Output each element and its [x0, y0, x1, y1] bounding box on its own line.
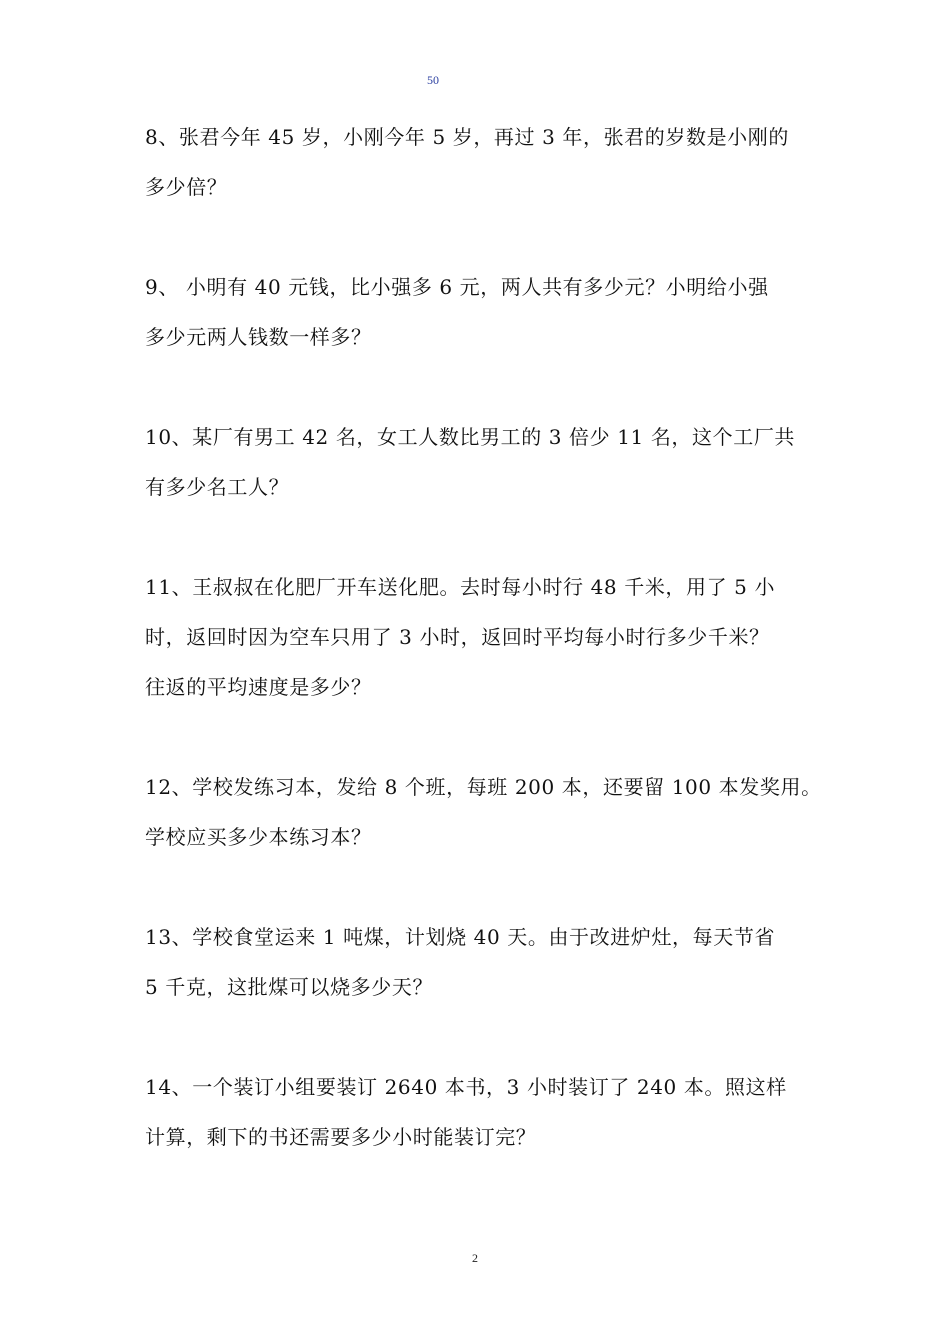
problem-11	[145, 562, 810, 712]
problem-12	[145, 762, 822, 862]
header-number: 50	[427, 73, 439, 87]
problem-line: 时，返回时因为空车只用了 3 小时，返回时平均每小时行多少千米？	[145, 625, 770, 649]
spacer	[145, 712, 810, 762]
problem-line: 9、 小明有 40 元钱，比小强多 6 元，两人共有多少元？小明给小强	[145, 275, 769, 299]
problem-line: 5 千克，这批煤可以烧多少天？	[145, 975, 434, 999]
spacer	[145, 862, 810, 912]
spacer	[145, 212, 810, 262]
problem-line: 13、学校食堂运来 1 吨煤，计划烧 40 天。由于改进炉灶，每天节省	[145, 925, 776, 949]
problem-8	[145, 112, 810, 212]
problem-list	[145, 112, 822, 1162]
problem-line: 多少元两人钱数一样多？	[145, 325, 372, 349]
problem-line: 计算，剩下的书还需要多少小时能装订完？	[145, 1125, 537, 1149]
problem-10	[145, 412, 810, 512]
problem-line: 有多少名工人？	[145, 475, 290, 499]
spacer	[145, 1012, 810, 1062]
spacer	[145, 512, 810, 562]
problem-line: 8、张君今年 45 岁，小刚今年 5 岁，再过 3 年，张君的岁数是小刚的	[145, 125, 789, 149]
problem-9	[145, 262, 810, 362]
problem-line: 14、一个装订小组要装订 2640 本书，3 小时装订了 240 本。照这样	[145, 1075, 787, 1099]
spacer	[145, 362, 810, 412]
problem-line: 学校应买多少本练习本？	[145, 825, 372, 849]
problem-line: 10、某厂有男工 42 名，女工人数比男工的 3 倍少 11 名，这个工厂共	[145, 425, 796, 449]
problem-line: 多少倍？	[145, 175, 228, 199]
problem-14	[145, 1062, 810, 1162]
problem-line: 11、王叔叔在化肥厂开车送化肥。去时每小时行 48 千米，用了 5 小	[145, 575, 776, 599]
page-number: 2	[472, 1251, 478, 1265]
problem-line: 往返的平均速度是多少？	[145, 675, 372, 699]
problem-line: 12、学校发练习本，发给 8 个班，每班 200 本，还要留 100 本发奖用。	[145, 775, 822, 799]
problem-13	[145, 912, 810, 1012]
